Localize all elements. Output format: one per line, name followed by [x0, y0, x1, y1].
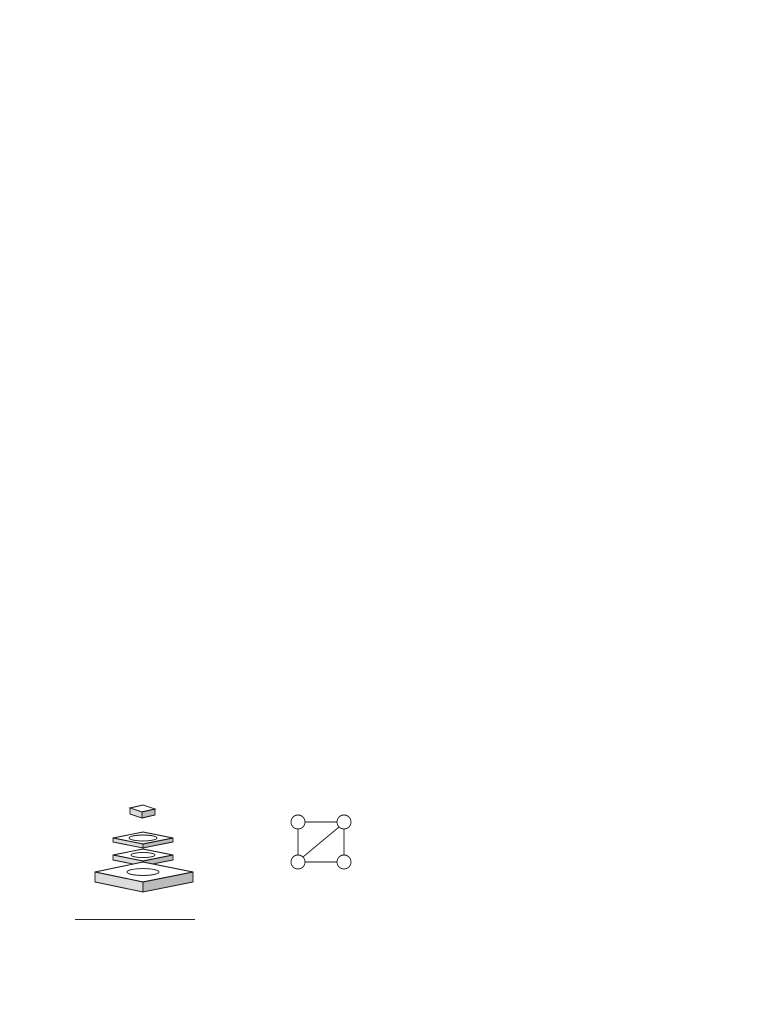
left-footnotes: [75, 924, 378, 925]
figure-1: [85, 800, 370, 900]
right-text-a: [398, 437, 698, 443]
left-column: [75, 266, 378, 272]
figure-2: [400, 268, 690, 386]
right-text-b: [398, 739, 698, 747]
footnote-rule: [75, 919, 195, 920]
keywords-line: [118, 240, 132, 248]
figure-3: [400, 538, 690, 674]
